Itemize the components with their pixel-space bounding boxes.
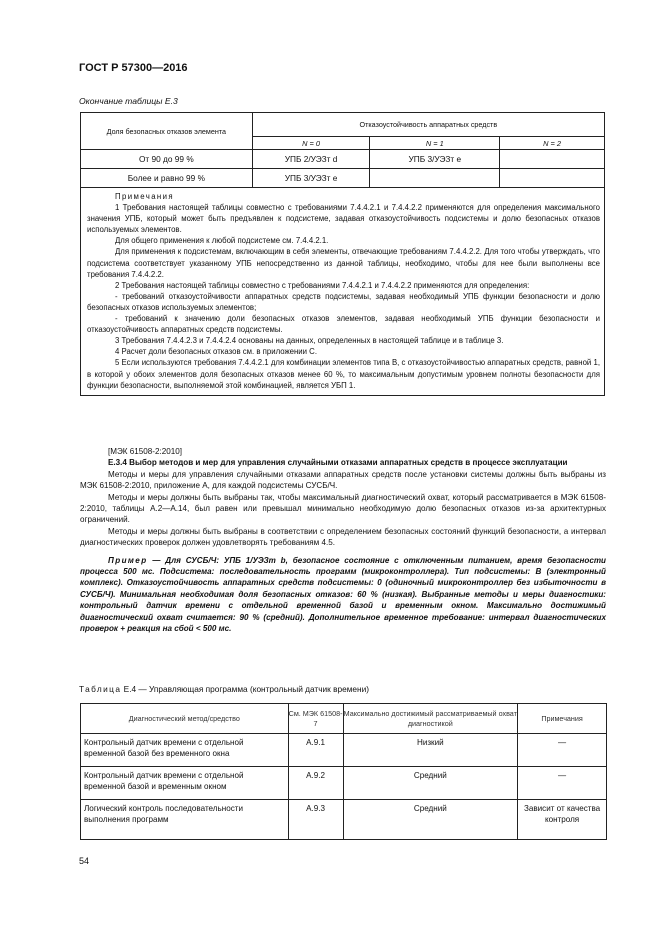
table-row [81,169,605,188]
standard-header: ГОСТ Р 57300—2016 [79,62,188,74]
note-item: 1 Требования настоящей таблицы совместно с требованиями 7.4.4.2.1 и 7.4.4.2.2 применяются для определения максимального значения УПБ, который может быть предъявлен к подсистеме, задавая отказоустойчивость подсистемы и долю безопасных отказов используемых элементов. [87,203,600,235]
col-notes-header: Примечания [518,704,607,734]
n0-header: N = 0 [252,137,370,150]
sff-cell: Более и равно 99 % [81,169,253,188]
note-item: Для общего применения к любой подсистеме см. 7.4.4.2.1. [115,236,329,246]
note-item: - требований отказоустойчивости аппаратных средств подсистемы, задавая необходимый УПБ функции безопасности и долю безопасных отказов используемых элементов; [87,291,600,312]
n1-cell: УПБ 3/УЭЗт e [370,150,500,169]
note-item: 4 Расчет доли безопасных отказов см. в приложении С. [115,347,317,357]
col-coverage-header: Максимально достижимый рассматриваемый охват диагностикой [343,704,518,734]
n2-cell [500,150,605,169]
n0-cell: УПБ 3/УЭЗт e [252,169,370,188]
reference-label: [МЭК 61508-2:2010] [108,447,182,456]
table-row [81,150,605,169]
coverage-cell: Средний [343,800,518,840]
table-row [81,767,607,800]
table-title: Е.4 — Управляющая программа (контрольный датчик времени) [123,684,370,694]
note-item: - требований к значению доли безопасных отказов элементов, задавая необходимый УПБ функции безопасности и отказоустойчивость аппаратных средств подсистемы. [87,314,600,335]
method-cell: Контрольный датчик времени с отдельной временной базой и временным окном [81,767,289,800]
paragraph: Методы и меры должны быть выбраны так, чтобы максимальный диагностический охват, который рассматривается в МЭК 61508-2:2010, таблицы А.2—А.14, был равен или превышал минимально необходимую долю безопасных отказов из-за архитектурных ограничений. [80,492,606,525]
ref-cell: А.9.3 [288,800,343,840]
example-label: Пример [108,555,148,565]
n1-cell [370,169,500,188]
note-item: Для применения к подсистемам, включающим в себя элементы, отвечающие требованиям 7.4.4.2.2. Для того чтобы утверждать, что подсистема соответствует указанному УПБ непосредственно из данной таблицы, необходимо, чтобы для нее были выполнены все требования 7.4.4.2.2. [87,247,600,279]
sff-cell: От 90 до 99 % [81,150,253,169]
note-cell: Зависит от качества контроля [518,800,607,840]
page-number: 54 [79,856,90,866]
n2-header: N = 2 [500,137,605,150]
note-item: 5 Если используются требования 7.4.4.2.1 для комбинации элементов типа В, с отказоустойчивостью аппаратных средств, равной 1, в которой у обоих элементов доля безопасных отказов менее 60 %, то максимальным допустимым уровнем полноты безопасности для функции безопасности, выполняемой этой комбинацией, является УБП 1. [87,358,600,390]
n2-cell [500,169,605,188]
n1-header: N = 1 [370,137,500,150]
col-method-header: Диагностический метод/средство [81,704,289,734]
section-heading: Е.3.4 Выбор методов и мер для управления случайными отказами аппаратных средств в процессе эксплуатации [108,458,568,468]
paragraph: Методы и меры для управления случайными отказами аппаратных средств после установки системы должны быть выбраны из МЭК 61508-2:2010, приложение А, для каждой подсистемы СУСБ/Ч. [80,469,606,491]
body-section [80,446,606,635]
ref-cell: А.9.1 [288,734,343,767]
example-paragraph [80,555,606,635]
n0-cell: УПБ 2/УЭЗт d [252,150,370,169]
table-e4 [80,703,607,840]
table-e3 [80,112,605,396]
method-cell: Контрольный датчик времени с отдельной временной базой без временного окна [81,734,289,767]
note-item: 2 Требования настоящей таблицы совместно с требованиями 7.4.4.2.1 и 7.4.4.2.2 применяются для определения: [115,280,530,290]
table-label: Таблица [79,684,122,694]
table-notes [81,188,605,396]
table-row [81,734,607,767]
example-text: — Для СУСБ/Ч: УПБ 1/УЭЗт b, безопасное состояние с отключенным питанием, время безопасности процесса 500 мс. Подсистема: последовательность программ (микроконтроллера). Тип подсистемы: В (электронный комплекс). Отказоустойчивость аппаратных средств подсистемы: 0 (одиночный микроконтроллер без избыточности в СУСБ/Ч). Минимальная необходимая доля безопасных отказов: 60 % (низкая). Выбранные методы и меры диагностики: контрольный датчик времени с отдельной временной базой и временным окном. Максимально достижимый диагностический охват считается: 90 % (средний). Дополнительное временное требование: интервал диагностических проверок + реакция на сбой < 500 мс. [80,555,606,634]
table-e4-caption [79,684,369,694]
col-sff-header: Доля безопасных отказов элемента [81,113,253,150]
method-cell: Логический контроль последовательности выполнения программ [81,800,289,840]
ref-cell: А.9.2 [288,767,343,800]
note-cell: — [518,734,607,767]
col-ref-header: См. МЭК 61508-7 [288,704,343,734]
table-e3-caption: Окончание таблицы Е.3 [79,96,178,106]
note-item: 3 Требования 7.4.4.2.3 и 7.4.4.2.4 основаны на данных, определенных в настоящей таблице и в таблице 3. [115,336,504,346]
note-cell: — [518,767,607,800]
paragraph: Методы и меры должны быть выбраны в соответствии с определением безопасных состояний функций безопасности, а интервал диагностических проверок должен удовлетворять требованиям 4.5. [80,526,606,548]
hft-group-header: Отказоустойчивость аппаратных средств [252,113,604,137]
coverage-cell: Средний [343,767,518,800]
table-row [81,800,607,840]
notes-title: Примечания [115,192,175,201]
coverage-cell: Низкий [343,734,518,767]
